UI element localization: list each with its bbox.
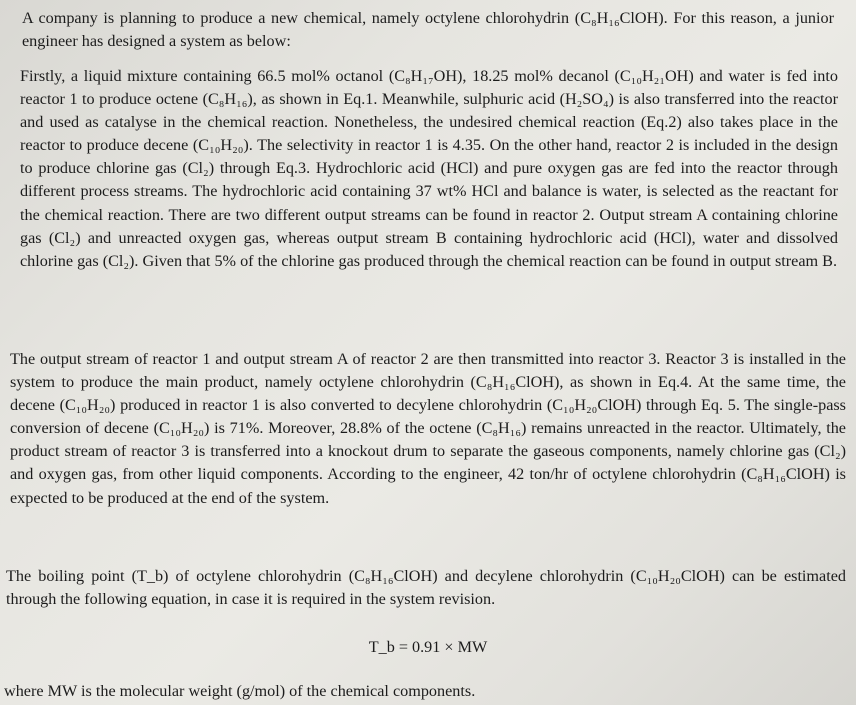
reactor-3-paragraph: The output stream of reactor 1 and output stream A of reactor 2 are then transmitted into reactor 3. Reactor 3 is installed in the system to produce the main product, namely octylene chlorohydrin (C₈H₁₆ClOH), as shown in Eq.4. At the same time, the decene (C₁₀H₂₀) produced in reactor 1 is also converted to decylene chlorohydrin (C₁₀H₂₀ClOH) through Eq. 5. The single-pass conversion of decene (C₁₀H₂₀) is 71%. Moreover, 28.8% of the octene (C₈H₁₆) remains unreacted in the reactor. Ultimately, the product stream of reactor 3 is transferred into a knockout drum to separate the gaseous components, namely chlorine gas (Cl₂) and oxygen gas, from other liquid components. According to the engineer, 42 ton/hr of octylene chlorohydrin (C₈H₁₆ClOH) is expected to be produced at the end of the system. — [10, 350, 846, 507]
boiling-point-paragraph: The boiling point (T_b) of octylene chlorohydrin (C₈H₁₆ClOH) and decylene chlorohydrin (C₁₀H₂₀ClOH) can be estimated through the following equation, in case it is required in the system revision. — [6, 567, 846, 609]
where-definition: where MW is the molecular weight (g/mol) of the chemical components. — [4, 682, 476, 700]
intro-paragraph: A company is planning to produce a new chemical, namely octylene chlorohydrin (C₈H₁₆ClOH). For this reason, a junior engineer has designed a system as below: — [22, 9, 834, 51]
reactor-1-2-paragraph: Firstly, a liquid mixture containing 66.5 mol% octanol (C₈H₁₇OH), 18.25 mol% decanol (C₁₀H₂₁OH) and water is fed into reactor 1 to produce octene (C₈H₁₆), as shown in Eq.1. Meanwhile, sulphuric acid (H₂SO₄) is also transferred into the reactor and used as catalyse in the chemical reaction. Nonetheless, the undesired chemical reaction (Eq.2) also takes place in the reactor to produce decene (C₁₀H₂₀). The selectivity in reactor 1 is 4.35. On the other hand, reactor 2 is included in the design to produce chlorine gas (Cl₂) through Eq.3. Hydrochloric acid (HCl) and pure oxygen gas are fed into the reactor through different process streams. The hydrochloric acid containing 37 wt% HCl and balance is water, is selected as the reactant for the chemical reaction. There are two different output streams can be found in reactor 2. Output stream A containing chlorine gas (Cl₂) and unreacted oxygen gas, whereas output stream B containing hydrochloric acid (HCl), water and dissolved chlorine gas (Cl₂). Given that 5% of the chlorine gas produced through the chemical reaction can be found in output stream B. — [20, 67, 838, 270]
boiling-point-equation: T_b = 0.91 × MW — [368, 638, 488, 656]
